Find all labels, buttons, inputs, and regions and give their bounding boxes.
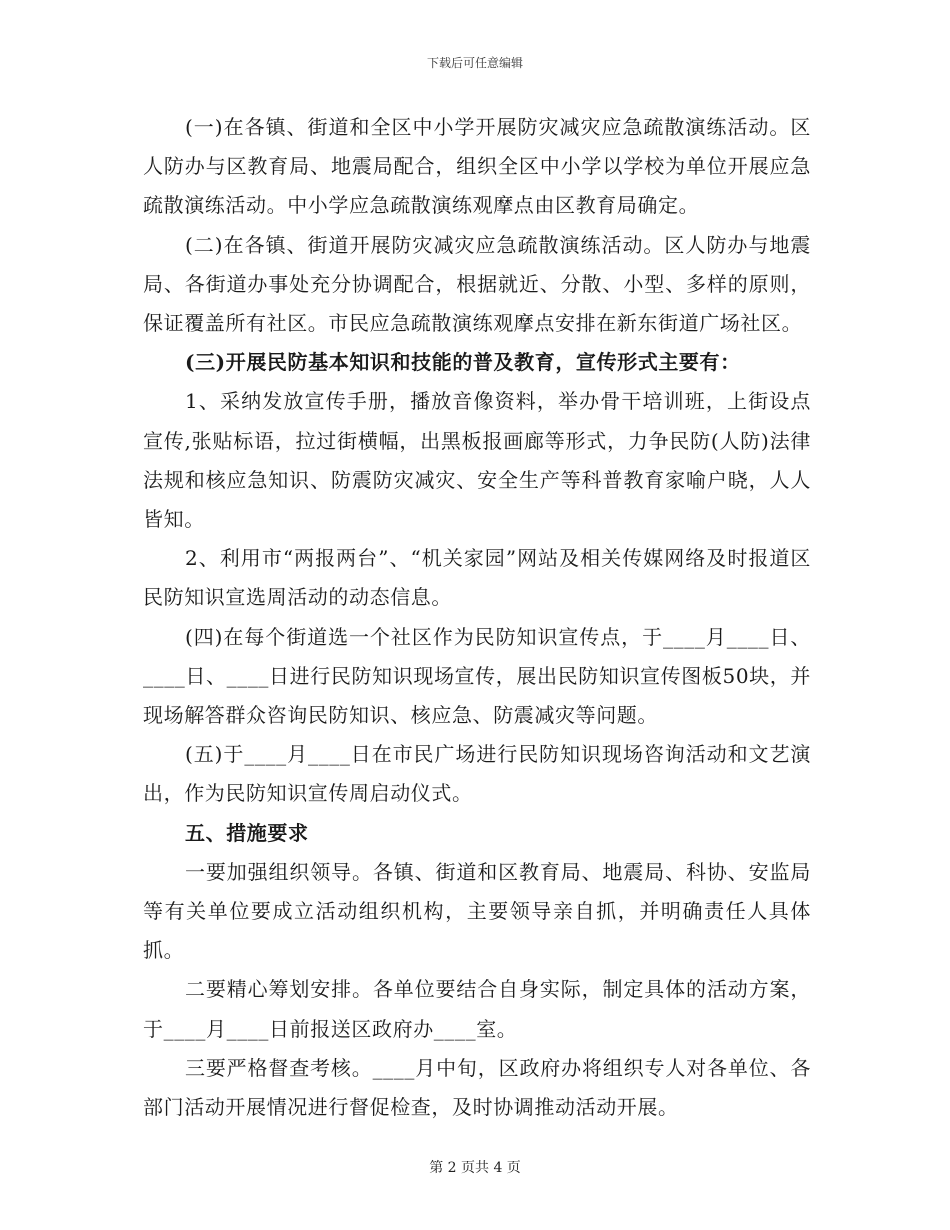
paragraph-education-heading: (三)开展民防基本知识和技能的普及教育，宣传形式主要有：: [185, 350, 741, 375]
document-body: [143, 108, 811, 1127]
paragraph-publicity-points: (四)在每个街道选一个社区作为民防知识宣传点，于____月____日、____日、____日进行民防知识现场宣传，展出民防知识宣传图板50块，并现场解答群众咨询民防知识、核应急、防震减灾等问题。: [143, 624, 811, 728]
paragraph-supervision: 三要严格督查考核。____月中旬，区政府办将组织专人对各单位、各部门活动开展情况进行督促检查，及时协调推动活动开展。: [143, 1055, 811, 1120]
paragraph-drill-streets: (二)在各镇、街道开展防灾减灾应急疏散演练活动。区人防办与地震局、各街道办事处充分协调配合，根据就近、分散、小型、多样的原则，保证覆盖所有社区。市民应急疏散演练观摩点安排在新东街道广场社区。: [143, 232, 811, 336]
section-heading-measures: 五、措施要求: [185, 820, 309, 845]
paragraph-planning: 二要精心筹划安排。各单位要结合自身实际，制定具体的活动方案，于____月____日前报送区政府办____室。: [143, 977, 811, 1041]
paragraph-leadership: 一要加强组织领导。各镇、街道和区教育局、地震局、科协、安监局等有关单位要成立活动组织机构，主要领导亲自抓，并明确责任人具体抓。: [143, 859, 811, 963]
paragraph-item-2: 2、利用市“两报两台”、“机关家园”网站及相关传媒网络及时报道区民防知识宣选周活动的动态信息。: [143, 546, 811, 610]
page-header: 下载后可任意编辑: [426, 56, 523, 70]
paragraph-launch-ceremony: (五)于____月____日在市民广场进行民防知识现场咨询活动和文艺演出，作为民防知识宣传周启动仪式。: [143, 742, 811, 806]
paragraph-drill-schools: (一)在各镇、街道和全区中小学开展防灾减灾应急疏散演练活动。区人防办与区教育局、地震局配合，组织全区中小学以学校为单位开展应急疏散演练活动。中小学应急疏散演练观摩点由区教育局确定。: [143, 115, 811, 218]
paragraph-item-1: 1、采纳发放宣传手册，播放音像资料，举办骨干培训班，上街设点宣传,张贴标语，拉过街横幅，出黑板报画廊等形式，力争民防(人防)法律法规和核应急知识、防震防灾减灾、安全生产等科普教育家喻户晓，人人皆知。: [143, 389, 811, 532]
page-footer: 第 2 页共 4 页: [429, 1160, 521, 1176]
